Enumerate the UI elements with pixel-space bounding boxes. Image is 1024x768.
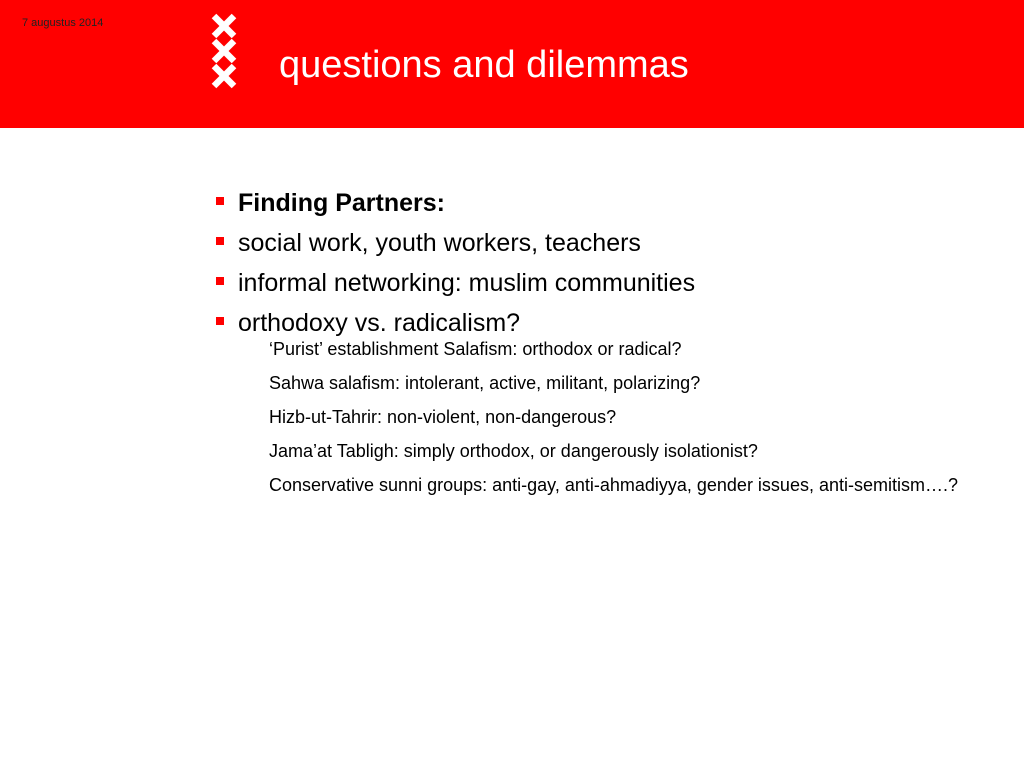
sub-bullet-item: ‘Purist’ establishment Salafism: orthodox or radical?: [269, 339, 682, 359]
three-crosses-logo-icon: [210, 12, 238, 90]
sub-bullet-item: Hizb-ut-Tahrir: non-violent, non-dangerous?: [269, 407, 617, 427]
bullet-text: orthodoxy vs. radicalism?: [238, 309, 521, 337]
bullet-item: [215, 303, 1005, 343]
bullet-item: [215, 183, 1005, 223]
bullet-square-icon: [216, 197, 224, 205]
slide-title: questions and dilemmas: [279, 44, 689, 86]
sub-bullet-group: [215, 337, 1005, 498]
sub-bullet-list: [215, 337, 1005, 498]
slide-content: [215, 183, 1005, 507]
bullet-item: [215, 223, 1005, 263]
bullet-item: [215, 263, 1005, 303]
sub-bullet-item: Conservative sunni groups: anti-gay, anti-ahmadiyya, gender issues, anti-semitism….?: [269, 475, 958, 495]
slide-date: 7 augustus 2014: [22, 17, 104, 29]
title-banner: [0, 0, 1024, 128]
bullet-text: Finding Partners:: [238, 189, 445, 217]
bullet-square-icon: [216, 277, 224, 285]
bullet-square-icon: [216, 317, 224, 325]
sub-bullet-item: Sahwa salafism: intolerant, active, militant, polarizing?: [269, 373, 701, 393]
bullet-text: social work, youth workers, teachers: [238, 229, 641, 257]
sub-bullet-item: Jama’at Tabligh: simply orthodox, or dangerously isolationist?: [269, 441, 758, 461]
bullet-text: informal networking: muslim communities: [238, 269, 696, 297]
bullet-square-icon: [216, 237, 224, 245]
